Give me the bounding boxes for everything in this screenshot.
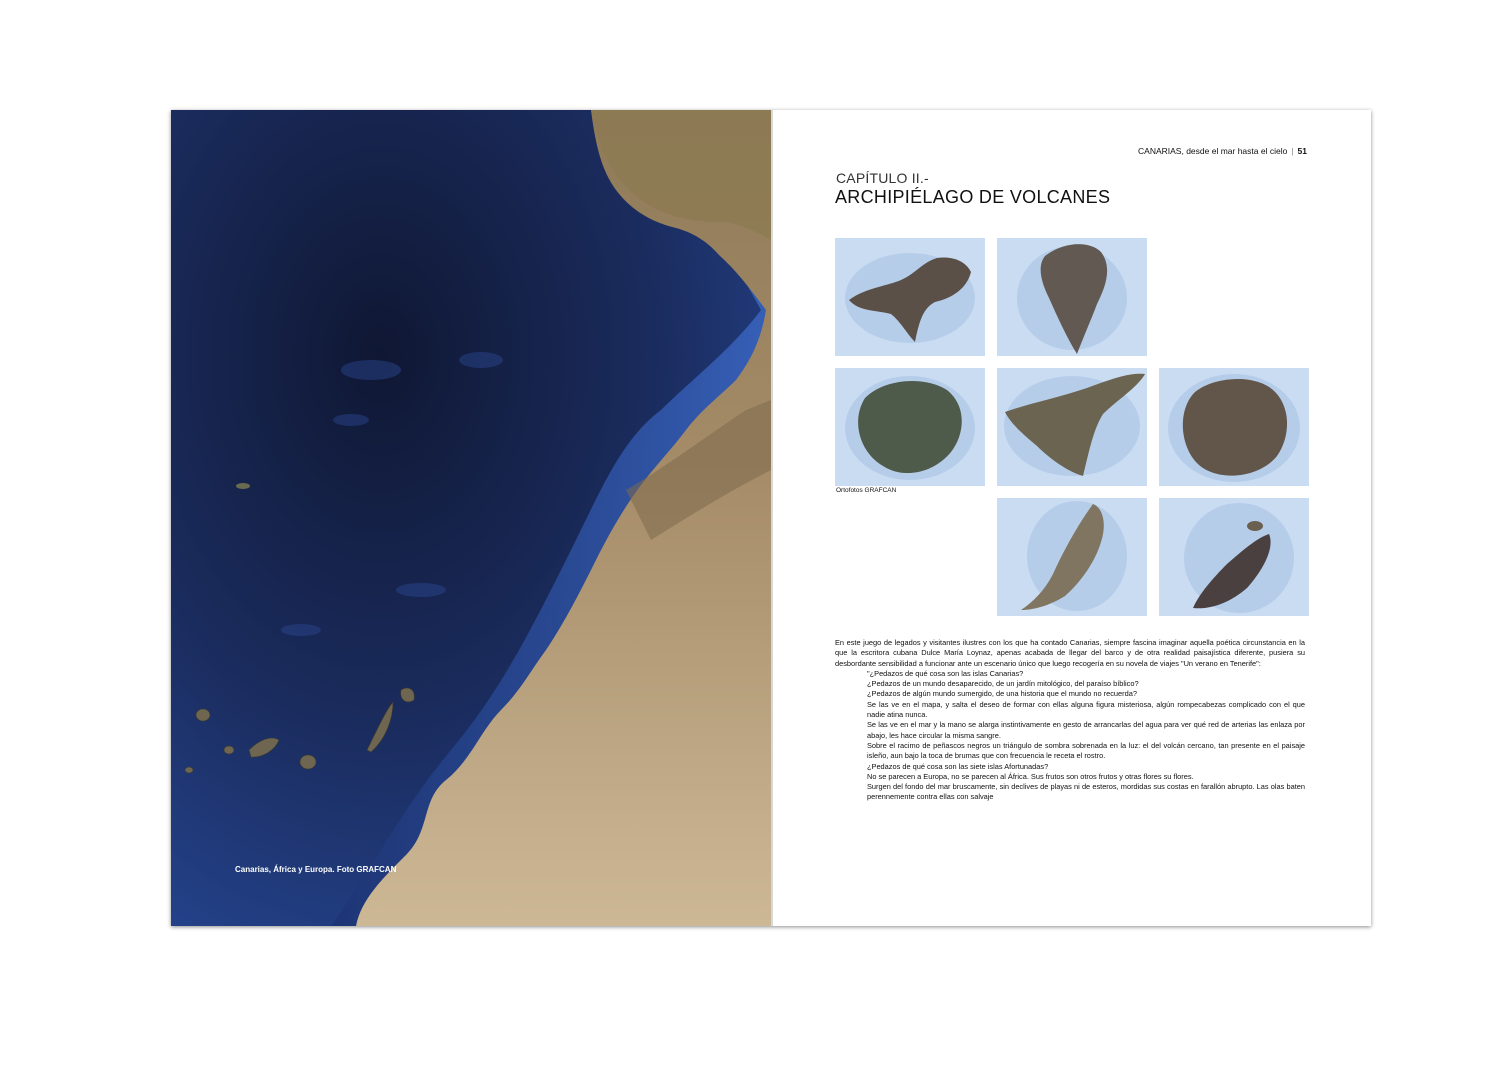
thumb-fuerteventura	[997, 498, 1147, 616]
thumb-la-gomera	[835, 368, 985, 486]
page-number: 51	[1297, 146, 1307, 156]
thumb-el-hierro	[835, 238, 985, 356]
left-page	[171, 110, 771, 926]
running-head-separator: |	[1291, 146, 1294, 156]
quote-line: Surgen del fondo del mar bruscamente, sin declives de playas ni de esteros, mordidas sus costas en farallón abrupto. Las olas baten perennemente contra ellas con salvaje	[867, 782, 1305, 802]
quote-line: No se parecen a Europa, no se parecen al África. Sus frutos son otros frutos y otras flores su flores.	[867, 771, 1194, 781]
intro-paragraph: En este juego de legados y visitantes ilustres con los que ha contado Canarias, siempre fascina imaginar aquella poética circunstancia en la que la escritora cubana Dulce María Loynaz, apenas acabada de llegar del barco y de otra realidad paisajística diferente, pusiera su desbordante sensibilidad a funcionar ante un escenario único que luego recogería en su novela de viajes "Un verano en Tenerife":	[835, 638, 1305, 668]
running-head-title: CANARIAS, desde el mar hasta el cielo	[1138, 146, 1288, 156]
satellite-map	[171, 110, 771, 926]
chapter-label: CAPÍTULO II.-	[836, 170, 929, 186]
chapter-title: ARCHIPIÉLAGO DE VOLCANES	[835, 187, 1111, 207]
quote-line: Se las ve en el mapa, y salta el deseo de formar con ellas alguna figura misteriosa, algún rompecabezas complicado con el que nadie atina nunca.	[867, 699, 1305, 720]
quote-line: Se las ve en el mar y la mano se alarga instintivamente en gesto de arrancarlas del agua para ver qué red de arterias las enlaza por abajo, les hace circular la misma sangre.	[867, 720, 1305, 740]
running-head	[1138, 146, 1307, 156]
quote-line: ¿Pedazos de qué cosa son las siete islas Afortunadas?	[867, 761, 1049, 771]
map-photo-caption: Canarias, África y Europa. Foto GRAFCAN	[235, 865, 397, 874]
thumb-lanzarote	[1159, 498, 1309, 616]
body-text	[835, 638, 1305, 803]
magazine-spread	[171, 110, 1371, 926]
right-page	[773, 110, 1371, 926]
thumb-tenerife	[997, 368, 1147, 486]
thumb-gran-canaria	[1159, 368, 1309, 486]
thumb-la-palma	[997, 238, 1147, 356]
quote-line: ¿Pedazos de un mundo desaparecido, de un jardín mitológico, del paraíso bíblico?	[867, 679, 1139, 689]
quote-line: ¿Pedazos de algún mundo sumergido, de una historia que el mundo no recuerda?	[867, 689, 1137, 699]
ortophoto-caption: Ortofotos GRAFCAN	[836, 487, 897, 494]
quote-line: "¿Pedazos de qué cosa son las islas Canarias?	[867, 668, 1024, 678]
quote-line: Sobre el racimo de peñascos negros un triángulo de sombra sobrenada en la luz: el del volcán cercano, tan presente en el paisaje isleño, aun bajo la toca de brumas que con frecuencia le receta el rostro.	[867, 740, 1305, 761]
